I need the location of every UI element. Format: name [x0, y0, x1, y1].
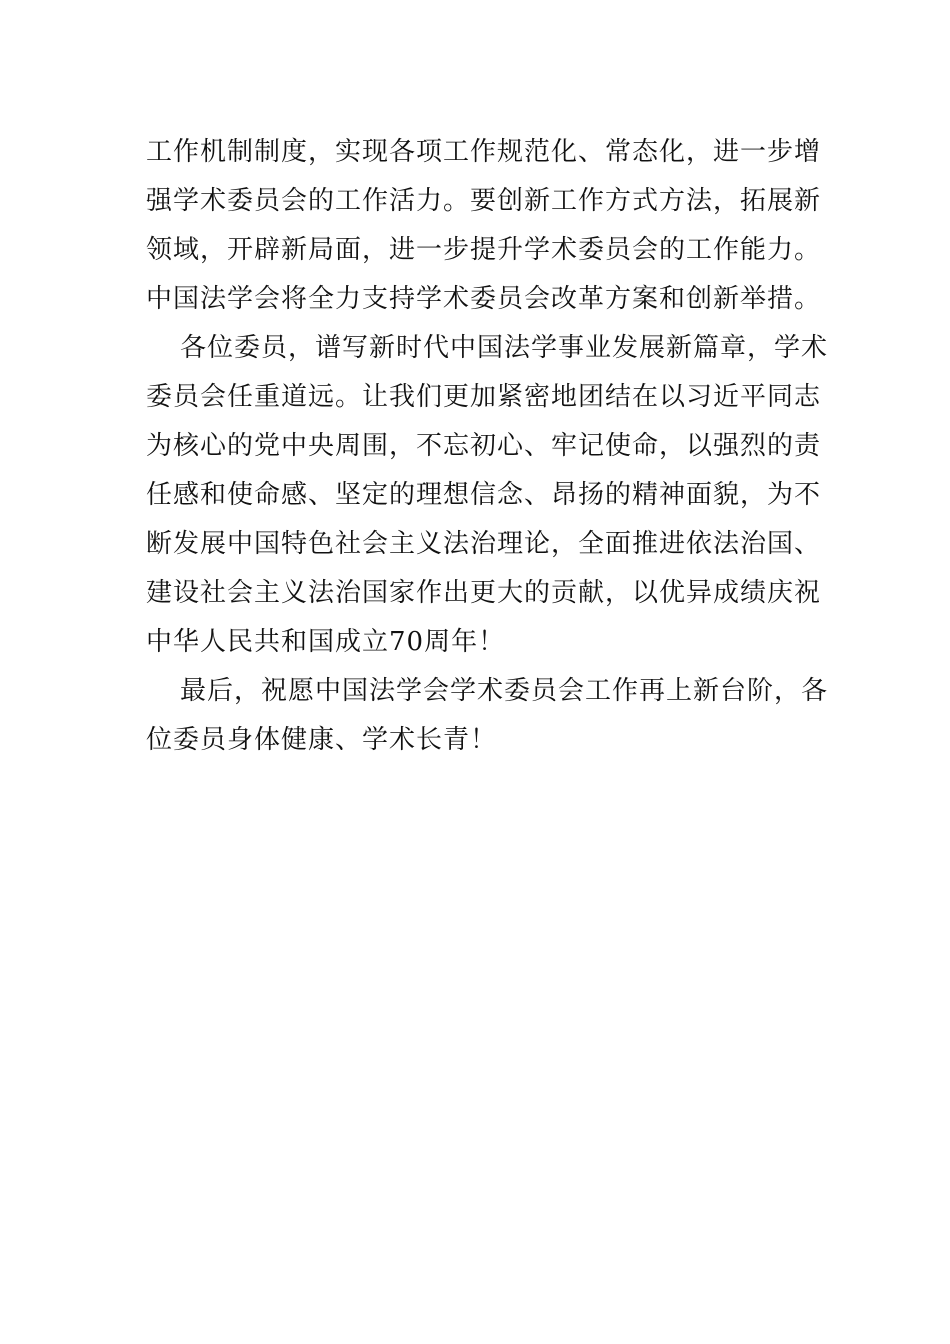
- document-body: [146, 128, 829, 765]
- paragraph-line: 为核心的党中央周围，不忘初心、牢记使命，以强烈的责: [146, 431, 822, 461]
- paragraph-line: 强学术委员会的工作活力。要创新工作方式方法，拓展新: [146, 186, 822, 216]
- paragraph-2: [146, 324, 829, 667]
- paragraph-line: 断发展中国特色社会主义法治理论，全面推进依法治国、: [146, 529, 822, 559]
- paragraph-line: 领域，开辟新局面，进一步提升学术委员会的工作能力。: [146, 235, 822, 265]
- paragraph-line: 委员会任重道远。让我们更加紧密地团结在以习近平同志: [146, 382, 822, 412]
- paragraph-line: 各位委员，谱写新时代中国法学事业发展新篇章，学术: [180, 333, 829, 363]
- paragraph-3: [146, 667, 829, 765]
- paragraph-line: 最后，祝愿中国法学会学术委员会工作再上新台阶，各: [180, 676, 829, 706]
- paragraph-line: 中国法学会将全力支持学术委员会改革方案和创新举措。: [146, 284, 822, 314]
- paragraph-line: 建设社会主义法治国家作出更大的贡献，以优异成绩庆祝: [146, 578, 822, 608]
- paragraph-line: 任感和使命感、坚定的理想信念、昂扬的精神面貌，为不: [146, 480, 822, 510]
- paragraph-1: [146, 128, 822, 324]
- paragraph-line: 中华人民共和国成立70周年！: [146, 627, 506, 657]
- paragraph-line: 位委员身体健康、学术长青！: [146, 725, 498, 755]
- paragraph-line: 工作机制制度，实现各项工作规范化、常态化，进一步增: [146, 137, 822, 167]
